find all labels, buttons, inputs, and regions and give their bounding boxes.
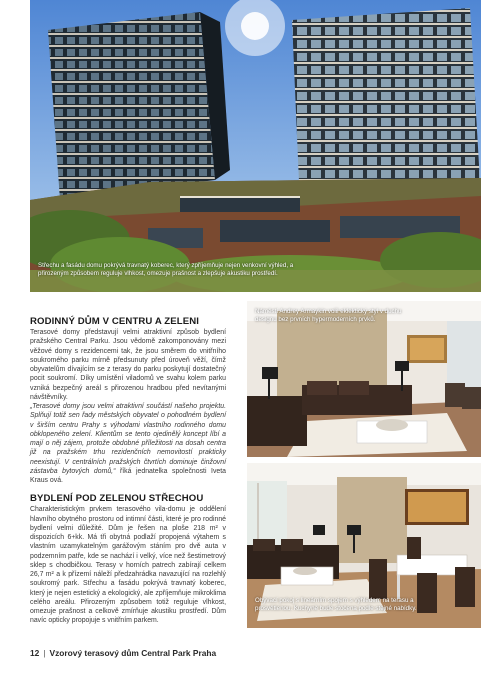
quote-paragraph: [30, 402, 226, 485]
article-text: [30, 316, 226, 626]
paragraph-intro: Terasové domy představují velmi atraktivní způsob bydlení pražského Central Parku. Jsou vědomě zakomponovány mezi věžové domy s rezidencemi tak, že jsou směrem do vnitřního soukromého parku mírně předsunuty před úroveň věží, čímž obyvatelům dívajícím se z terasy do parku poskytují dostatečný pocit soukromí. Díky umístění viladomů ve svahu kolem parku vzniká bezpečný areál s přirozenou hradbou před nevítanými návštěvníky.: [30, 329, 226, 401]
exterior-photo: [30, 0, 481, 292]
footer-separator: |: [43, 648, 46, 658]
interior-photo-caption: Náměstí Andrey Armaykin volil eklektický styl v duchu designu bez prvních hypermoderních prvků.: [255, 308, 402, 323]
paragraph-green-roof: Charakteristickým prvkem terasového vila-domu je oddělení hlavního obytného prostoru od intimní části, které je pro rodinné bydlení velmi důležité. Dům je řešen na ploše 218 m² v dispozicích 6+kk. Má tři obytná podlaží propojená výtahem s vlastním uzamykatelným garážovým stáním pro dvě auta v podzemním patře, kde se nachází i velký, více než šestimetrový sklep s chodbičkou. Terasy v horních patrech zabírají celkem 26,7 m² a k přízemí náleží předzahrádka navazující na rozlehlý soukromý park. Střechu a fasádu pokrývá travnatý koberec, který je nejen estetický a ekologický, ale zpříjemňuje mikroklima celého areálu. Přirozeným způsobem totiž reguluje vlhkost, omezuje prašnost a celkově zmírňuje akustiku prostředí. Dům navíc opticky propojuje s vnitřním parkem.: [30, 506, 226, 625]
living-room-photo-caption: Obývací pokoj s lineárním spojem s výhledem na terasu a prosvětlenou. Kuchyně bude stočena podle stejné nabídky.: [255, 597, 417, 612]
heading-family-house: RODINNÝ DŮM V CENTRU A ZELENI: [30, 316, 200, 327]
interior-photo: [247, 301, 481, 457]
page-number: 12: [30, 648, 40, 658]
quote-attribution: říká jednatelka společnosti Iveta Kraus ová.: [30, 467, 226, 484]
publication-title: Vzorový terasový dům Central Park Praha: [49, 648, 217, 658]
exterior-photo-caption: Střechu a fasádu domu pokrývá travnatý koberec, který zpříjemňuje nejen venkovní výhled, a přirozeným způsobem reguluje vlhkost, omezuje prašnost a zlepšuje akustiku prostředí.: [38, 262, 294, 277]
quote-text: „Terasové domy jsou velmi atraktivní součástí našeho projektu. Splňují totiž sen řady městských obyvatel o pohodlném bydlení v širším centru Prahy s výhodami vlastního rodinného domu obklopeného zelení. Klientům se tento ojedinělý koncept líbí a mají o něj zájem, protože obdobné příležitosti na dosah centra již na pražském trhu rezidenčních nemovitostí prakticky neexistují. V centrálních pražských čtvrtích dominuje činžovní zástavba bytových domů,“: [30, 403, 226, 475]
page-footer: [30, 648, 216, 658]
heading-green-roof: BYDLENÍ POD ZELENOU STŘECHOU: [30, 493, 204, 505]
